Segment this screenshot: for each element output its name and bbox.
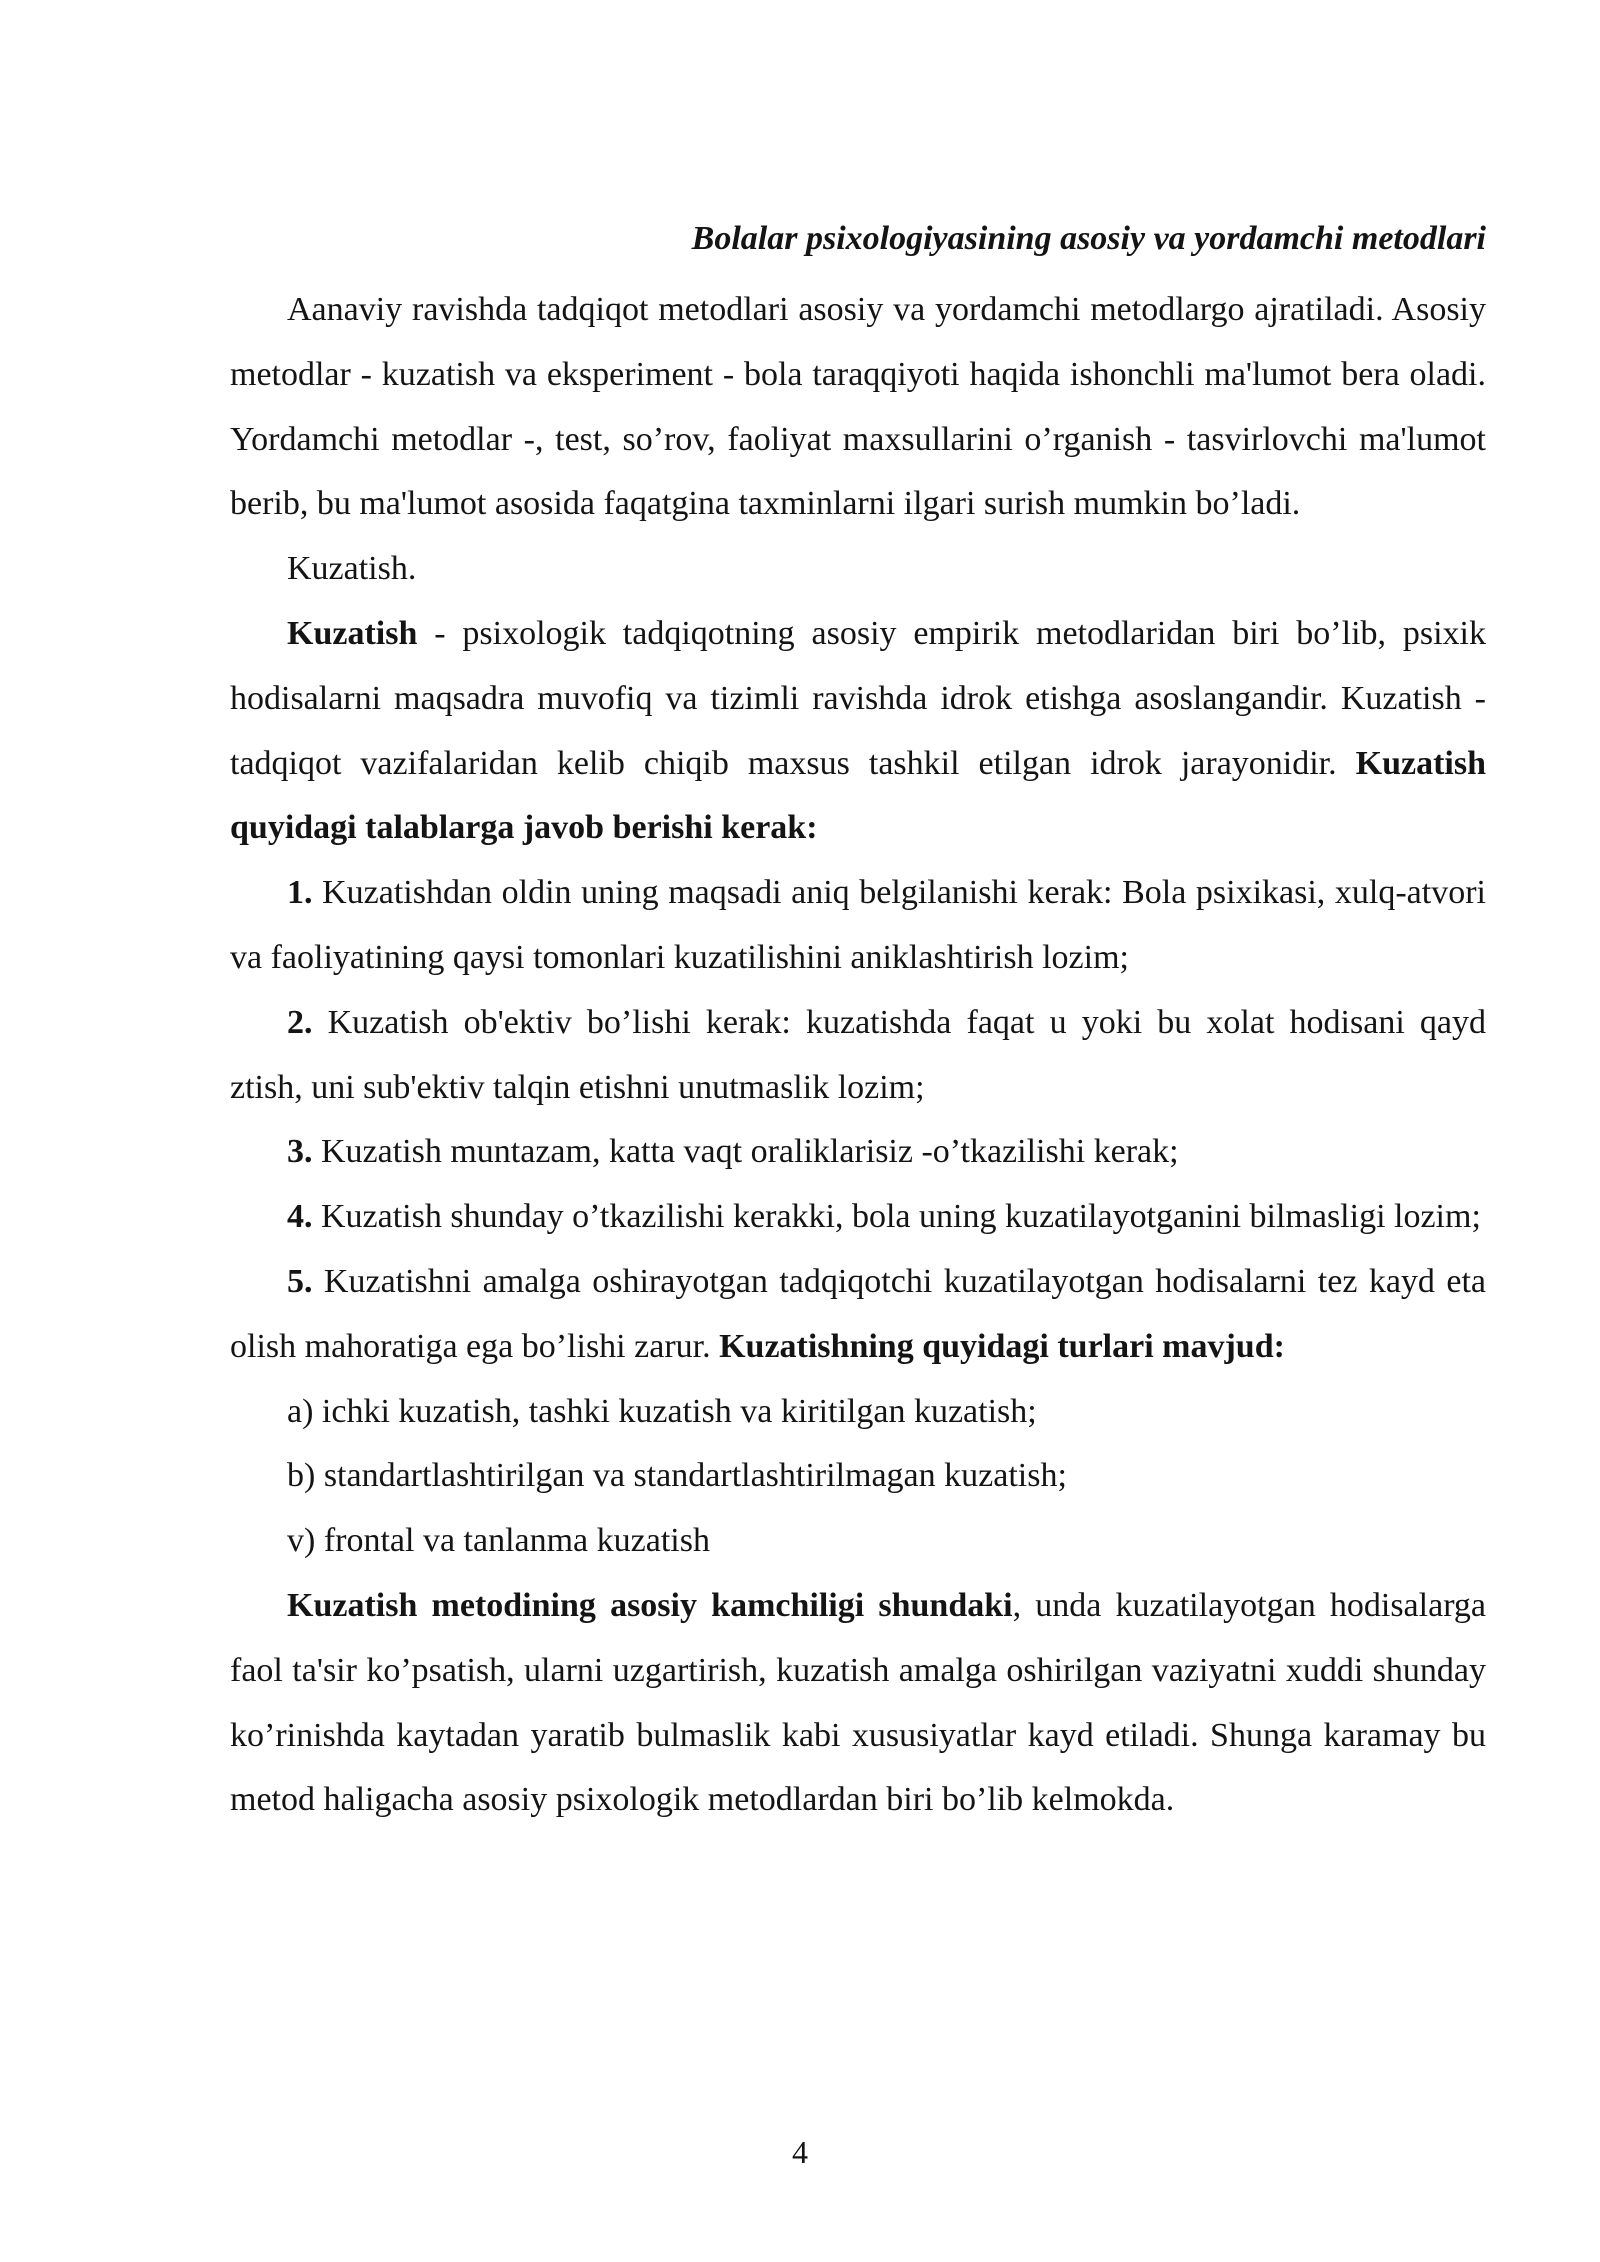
- requirement-text: Kuzatish shunday o’tkazilishi kerakki, bola uning kuzatilayotganini bilmasligi lozim;: [312, 1198, 1481, 1236]
- definition-paragraph: [230, 602, 1486, 861]
- requirement-number: 4.: [287, 1198, 313, 1236]
- requirement-item-5: [230, 1250, 1486, 1380]
- type-item-b: b) standartlashtirilgan va standartlashtirilmagan kuzatish;: [287, 1457, 1067, 1495]
- type-item-v: v) frontal va tanlanma kuzatish: [287, 1522, 710, 1560]
- intro-paragraph: Aanaviy ravishda tadqiqot metodlari asosiy va yordamchi metodlargo ajratiladi. Asosiy metodlar - kuzatish va eksperiment - bola taraqqiyoti haqida ishonchli ma'lumot bera oladi. Yordamchi metodlar -, test, so’rov, faoliyat maxsullarini o’rganish - tasvirlovchi ma'lumot berib, bu ma'lumot asosida faqatgina taxminlarni ilgari surish mumkin bo’ladi.: [230, 291, 1486, 523]
- requirement-text: Kuzatish muntazam, katta vaqt oraliklarisiz -o’tkazilishi kerak;: [312, 1133, 1179, 1171]
- drawback-paragraph: [230, 1574, 1486, 1833]
- requirement-number: 2.: [287, 1003, 313, 1041]
- definition-text: - psixologik tadqiqotning asosiy empirik metodlaridan biri bo’lib, psixik hodisalarni maqsadra muvofiq va tizimli ravishda idrok etishga asoslangandir. Kuzatish - tadqiqot vazifalaridan kelib chiqib maxsus tashkil etilgan idrok jarayonidir.: [230, 614, 1486, 782]
- requirement-number: 5.: [287, 1262, 313, 1300]
- document-title: Bolalar psixologiyasining asosiy va yordamchi metodlari: [691, 220, 1486, 257]
- page-number: 4: [792, 2134, 808, 2170]
- drawback-heading: Kuzatish metodining asosiy kamchiligi shundaki: [287, 1586, 1013, 1624]
- drawback-text: , unda kuzatilayotgan hodisalarga faol ta'sir ko’psatish, ularni uzgartirish, kuzatish amalga oshirilgan vaziyatni xuddi shunday ko’rinishda kaytadan yaratib bulmaslik kabi xususiyatlar kayd etiladi. Shunga karamay bu metod haligacha asosiy psixologik metodlardan biri bo’lib kelmokda.: [230, 1586, 1486, 1819]
- type-item-a: a) ichki kuzatish, tashki kuzatish va kiritilgan kuzatish;: [287, 1392, 1037, 1430]
- requirement-number: 3.: [287, 1133, 313, 1171]
- requirement-item-3: [230, 1120, 1486, 1185]
- requirements-heading: Kuzatish quyidagi talablarga javob berishi kerak:: [230, 744, 1486, 847]
- requirement-text: Kuzatishdan oldin uning maqsadi aniq belgilanishi kerak: Bola psixikasi, xulq-atvori va faoliyatining qaysi tomonlari kuzatilishini aniklashtirish lozim;: [230, 874, 1486, 976]
- definition-term: Kuzatish: [287, 614, 418, 652]
- requirement-text: Kuzatishni amalga oshirayotgan tadqiqotchi kuzatilayotgan hodisalarni tez kayd eta olish mahoratiga ega bo’lishi zarur.: [230, 1262, 1486, 1365]
- types-heading: Kuzatishning quyidagi turlari mavjud:: [719, 1327, 1285, 1365]
- requirement-text: Kuzatish ob'ektiv bo’lishi kerak: kuzatishda faqat u yoki bu xolat hodisani qayd ztish, uni sub'ektiv talqin etishni unutmaslik lozim;: [230, 1003, 1486, 1106]
- requirement-item-2: [230, 991, 1486, 1121]
- document-page: [230, 214, 1486, 1833]
- requirement-item-4: [230, 1185, 1486, 1250]
- requirement-number: 1.: [287, 874, 313, 912]
- requirement-item-1: [230, 861, 1486, 991]
- section-heading: Kuzatish.: [287, 550, 417, 588]
